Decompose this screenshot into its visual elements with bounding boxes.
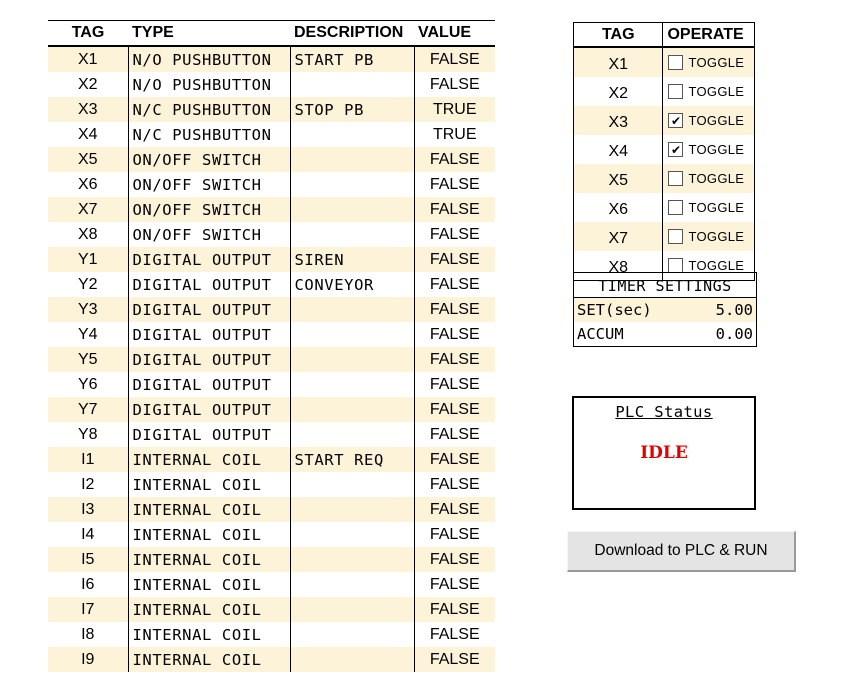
description-cell	[290, 547, 414, 572]
table-row	[48, 347, 495, 372]
tag-cell: X6	[77, 175, 98, 193]
description-cell	[290, 472, 414, 497]
description-cell	[290, 622, 414, 647]
value-cell: FALSE	[414, 647, 495, 672]
plc-status-title: PLC Status	[615, 403, 713, 421]
plc-status-value: IDLE	[640, 443, 688, 463]
operate-header-operate: OPERATE	[663, 23, 755, 48]
checkbox-checked-icon[interactable]: ✔	[668, 113, 683, 128]
toggle-label[interactable]: TOGGLE	[688, 142, 745, 157]
value-cell: FALSE	[414, 347, 495, 372]
operate-row	[574, 193, 755, 222]
value-cell: FALSE	[414, 472, 495, 497]
type-cell: N/C PUSHBUTTON	[128, 97, 290, 122]
value-cell: FALSE	[414, 522, 495, 547]
operate-cell	[663, 222, 755, 251]
description-cell	[290, 372, 414, 397]
tag-cell: Y6	[77, 375, 98, 393]
checkbox-checked-icon[interactable]: ✔	[668, 142, 683, 157]
type-cell: INTERNAL COIL	[128, 497, 290, 522]
description-cell	[290, 322, 414, 347]
value-cell: FALSE	[414, 46, 495, 72]
table-row	[48, 147, 495, 172]
type-cell: ON/OFF SWITCH	[128, 147, 290, 172]
timer-set-label: SET(sec)	[577, 301, 652, 319]
operate-cell	[663, 77, 755, 106]
tag-cell: I2	[81, 475, 95, 493]
table-row	[48, 247, 495, 272]
tag-cell: I6	[81, 575, 95, 593]
value-cell: FALSE	[414, 497, 495, 522]
tag-cell: I7	[48, 597, 128, 622]
type-cell: INTERNAL COIL	[128, 597, 290, 622]
toggle-label[interactable]: TOGGLE	[688, 55, 745, 70]
type-cell: INTERNAL COIL	[128, 572, 290, 597]
checkbox-unchecked-icon[interactable]	[668, 84, 683, 99]
operate-header-tag: TAG	[574, 23, 663, 48]
operate-cell	[663, 47, 755, 77]
header-type: TYPE	[128, 21, 290, 47]
description-cell	[290, 72, 414, 97]
table-row	[48, 522, 495, 547]
tag-cell: X4	[77, 125, 98, 143]
tag-cell: X2	[77, 75, 98, 93]
tag-cell: Y1	[48, 247, 128, 272]
checkbox-unchecked-icon[interactable]	[668, 258, 683, 273]
tag-cell: Y4	[77, 325, 98, 343]
description-cell	[290, 197, 414, 222]
toggle-label[interactable]: TOGGLE	[688, 171, 745, 186]
tag-cell: I3	[48, 497, 128, 522]
value-cell: FALSE	[414, 272, 495, 297]
table-row	[48, 597, 495, 622]
table-row	[48, 572, 495, 597]
value-cell: FALSE	[414, 172, 495, 197]
toggle-checkbox-x2[interactable]	[663, 84, 754, 99]
table-row	[48, 622, 495, 647]
table-row	[48, 647, 495, 672]
type-cell: INTERNAL COIL	[128, 622, 290, 647]
timer-accum-row	[574, 322, 756, 346]
value-cell: FALSE	[414, 197, 495, 222]
value-cell: FALSE	[414, 72, 495, 97]
tag-cell: Y3	[48, 297, 128, 322]
tag-cell: I5	[48, 547, 128, 572]
operate-tag-cell: X1	[574, 47, 663, 77]
description-cell: STOP PB	[290, 97, 414, 122]
toggle-checkbox-x8[interactable]	[663, 258, 754, 273]
operate-tag-cell: X7	[574, 222, 663, 251]
tag-cell: I4	[81, 525, 95, 543]
operate-table	[573, 22, 755, 281]
operate-row	[574, 106, 755, 135]
tag-cell: X1	[48, 46, 128, 72]
tag-cell: I1	[48, 447, 128, 472]
table-row	[48, 447, 495, 472]
tag-cell: I8	[81, 625, 95, 643]
value-cell: FALSE	[414, 447, 495, 472]
type-cell: INTERNAL COIL	[128, 472, 290, 497]
timer-accum-value: 0.00	[715, 325, 753, 343]
operate-row	[574, 164, 755, 193]
description-cell	[290, 122, 414, 147]
description-cell	[290, 397, 414, 422]
timer-set-row	[574, 298, 756, 322]
checkbox-unchecked-icon[interactable]	[668, 200, 683, 215]
operate-tag-cell: X2	[574, 77, 663, 106]
description-cell	[290, 172, 414, 197]
download-to-plc-button[interactable]: Download to PLC & RUN	[567, 531, 796, 572]
type-cell: INTERNAL COIL	[128, 447, 290, 472]
header-tag: TAG	[48, 21, 128, 47]
operate-tag-cell: X6	[574, 193, 663, 222]
value-cell: FALSE	[414, 622, 495, 647]
toggle-checkbox-x4[interactable]	[663, 142, 754, 157]
operate-tag-cell: X8	[574, 251, 663, 281]
operate-row	[574, 135, 755, 164]
tag-cell: I9	[48, 647, 128, 672]
type-cell: N/O PUSHBUTTON	[128, 46, 290, 72]
type-cell: ON/OFF SWITCH	[128, 172, 290, 197]
description-cell	[290, 297, 414, 322]
description-cell: START REQ	[290, 447, 414, 472]
type-cell: DIGITAL OUTPUT	[128, 397, 290, 422]
description-cell	[290, 347, 414, 372]
operate-row	[574, 47, 755, 77]
toggle-checkbox-x7[interactable]	[663, 229, 754, 244]
operate-row	[574, 77, 755, 106]
table-row	[48, 272, 495, 297]
toggle-label[interactable]: TOGGLE	[688, 84, 745, 99]
table-row	[48, 297, 495, 322]
header-value: VALUE	[414, 21, 495, 47]
tag-cell: X3	[48, 97, 128, 122]
operate-table-header	[574, 23, 755, 48]
toggle-label[interactable]: TOGGLE	[688, 258, 745, 273]
table-row	[48, 322, 495, 347]
timer-settings-title: TIMER SETTINGS	[574, 273, 756, 298]
table-row	[48, 497, 495, 522]
description-cell: CONVEYOR	[290, 272, 414, 297]
tag-table	[48, 20, 495, 672]
type-cell: INTERNAL COIL	[128, 522, 290, 547]
value-cell: FALSE	[414, 572, 495, 597]
description-cell	[290, 522, 414, 547]
value-cell: FALSE	[414, 222, 495, 247]
description-cell	[290, 597, 414, 622]
type-cell: ON/OFF SWITCH	[128, 222, 290, 247]
table-row	[48, 372, 495, 397]
table-row	[48, 172, 495, 197]
type-cell: DIGITAL OUTPUT	[128, 372, 290, 397]
type-cell: INTERNAL COIL	[128, 547, 290, 572]
checkbox-unchecked-icon[interactable]	[668, 55, 683, 70]
description-cell	[290, 497, 414, 522]
type-cell: DIGITAL OUTPUT	[128, 247, 290, 272]
operate-cell	[663, 106, 755, 135]
tag-cell: X8	[77, 225, 98, 243]
tag-cell: Y2	[77, 275, 98, 293]
description-cell: START PB	[290, 46, 414, 72]
operate-tag-cell: X5	[574, 164, 663, 193]
description-cell	[290, 147, 414, 172]
description-cell	[290, 647, 414, 672]
table-row	[48, 547, 495, 572]
tag-table-header	[48, 21, 495, 47]
table-row	[48, 422, 495, 447]
checkbox-unchecked-icon[interactable]	[668, 171, 683, 186]
tag-cell: Y8	[77, 425, 98, 443]
type-cell: DIGITAL OUTPUT	[128, 422, 290, 447]
type-cell: DIGITAL OUTPUT	[128, 272, 290, 297]
value-cell: FALSE	[414, 297, 495, 322]
type-cell: DIGITAL OUTPUT	[128, 297, 290, 322]
table-row	[48, 222, 495, 247]
table-row	[48, 397, 495, 422]
operate-tag-cell: X4	[574, 135, 663, 164]
type-cell: ON/OFF SWITCH	[128, 197, 290, 222]
toggle-label[interactable]: TOGGLE	[688, 113, 745, 128]
value-cell: FALSE	[414, 422, 495, 447]
value-cell: FALSE	[414, 372, 495, 397]
timer-set-value[interactable]: 5.00	[715, 301, 753, 319]
toggle-checkbox-x3[interactable]	[663, 113, 754, 128]
value-cell: FALSE	[414, 147, 495, 172]
timer-accum-label: ACCUM	[577, 325, 624, 343]
table-row	[48, 72, 495, 97]
table-row	[48, 97, 495, 122]
toggle-checkbox-x1[interactable]	[663, 55, 754, 70]
operate-cell	[663, 164, 755, 193]
value-cell: FALSE	[414, 247, 495, 272]
value-cell: TRUE	[414, 97, 495, 122]
operate-cell	[663, 193, 755, 222]
header-description: DESCRIPTION	[290, 21, 414, 47]
tag-cell: X7	[48, 197, 128, 222]
operate-tag-cell: X3	[574, 106, 663, 135]
toggle-label[interactable]: TOGGLE	[688, 229, 745, 244]
description-cell	[290, 222, 414, 247]
tag-cell: Y7	[48, 397, 128, 422]
type-cell: DIGITAL OUTPUT	[128, 322, 290, 347]
type-cell: DIGITAL OUTPUT	[128, 347, 290, 372]
value-cell: FALSE	[414, 547, 495, 572]
type-cell: INTERNAL COIL	[128, 647, 290, 672]
value-cell: TRUE	[414, 122, 495, 147]
tag-cell: X5	[48, 147, 128, 172]
value-cell: FALSE	[414, 322, 495, 347]
value-cell: FALSE	[414, 597, 495, 622]
type-cell: N/C PUSHBUTTON	[128, 122, 290, 147]
checkbox-unchecked-icon[interactable]	[668, 229, 683, 244]
toggle-checkbox-x6[interactable]	[663, 200, 754, 215]
type-cell: N/O PUSHBUTTON	[128, 72, 290, 97]
toggle-checkbox-x5[interactable]	[663, 171, 754, 186]
timer-settings-panel	[573, 272, 757, 347]
description-cell	[290, 572, 414, 597]
toggle-label[interactable]: TOGGLE	[688, 200, 745, 215]
operate-row	[574, 222, 755, 251]
description-cell: SIREN	[290, 247, 414, 272]
table-row	[48, 122, 495, 147]
tag-cell: Y5	[48, 347, 128, 372]
plc-status-panel	[572, 396, 756, 510]
table-row	[48, 46, 495, 72]
description-cell	[290, 422, 414, 447]
value-cell: FALSE	[414, 397, 495, 422]
operate-cell	[663, 135, 755, 164]
table-row	[48, 472, 495, 497]
table-row	[48, 197, 495, 222]
